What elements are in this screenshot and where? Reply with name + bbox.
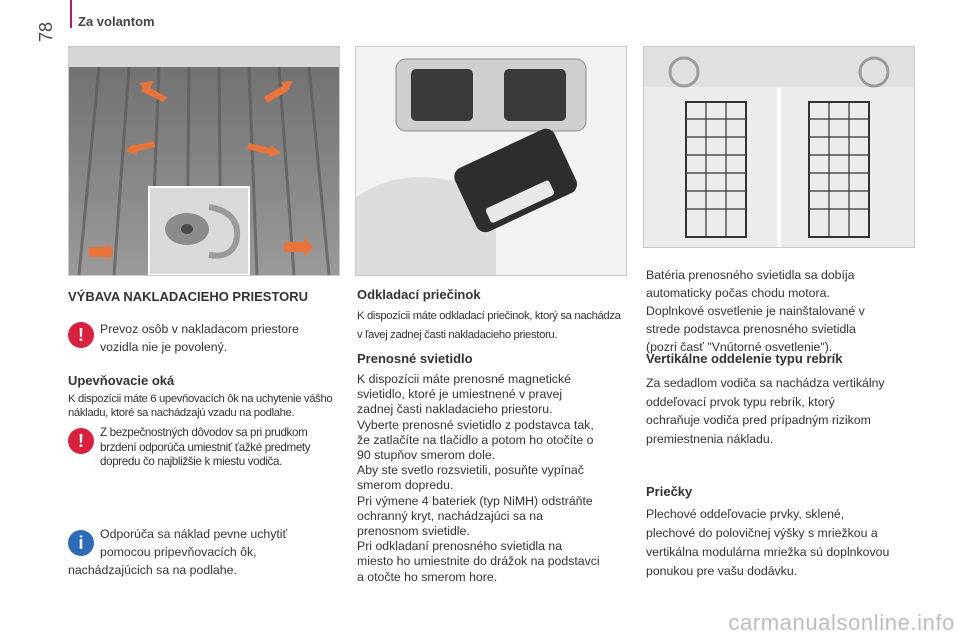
storage-compartment-image xyxy=(355,46,627,276)
storage-heading: Odkladací priečinok xyxy=(357,287,481,302)
lamp-line: K dispozícii máte prenosné magnetické xyxy=(357,372,571,386)
watermark: carmanualsonline.info xyxy=(728,610,955,635)
lamp-line: že zatlačíte na tlačidlo a potom ho otočíte o xyxy=(357,432,594,447)
page-number: 78 xyxy=(36,21,56,42)
warning-heavy-items-text: Z bezpečnostných dôvodov sa pri prudkom brzdení odporúča umiestniť ťažké predmety dopredu čo najbližšie k miestu vodiča. xyxy=(100,426,311,468)
ladder-partition-image xyxy=(643,46,915,248)
partitions-line: plechové do polovičnej výšky s mriežkou a xyxy=(646,526,878,540)
ladder-partition-illustration xyxy=(644,47,914,247)
storage-lamp-illustration xyxy=(356,47,626,275)
warning-passengers-text: Prevoz osôb v nakladacom priestore vozidla nie je povolený. xyxy=(100,322,299,354)
ladder-partition-heading: Vertikálne oddelenie typu rebrík xyxy=(646,351,843,366)
anchor-points-text: K dispozícii máte 6 upevňovacích ôk na uchytenie vášho nákladu, ktoré sa nachádzajú vzadu na podlahe. xyxy=(68,393,333,419)
partitions-line: Plechové oddeľovacie prvky, sklené, xyxy=(646,507,845,521)
header-accent-bar xyxy=(70,0,72,28)
lamp-line: prenosnom svietidle. xyxy=(357,524,470,539)
lamp-line: zadnej časti nakladacieho priestoru. xyxy=(357,402,553,417)
ladder-line: oddeľovací prvok typu rebrík, ktorý xyxy=(646,394,835,409)
warning-icon: ! xyxy=(68,428,94,454)
lamp-line: 90 stupňov smerom dole. xyxy=(357,448,496,463)
cargo-floor-illustration xyxy=(69,47,339,275)
portable-lamp-text xyxy=(357,372,632,585)
info-text-line-3: nachádzajúcich sa na podlahe. xyxy=(68,563,237,577)
ladder-partition-text xyxy=(646,374,916,448)
ladder-line: Za sedadlom vodiča sa nachádza vertikálny xyxy=(646,376,885,390)
lamp-line: Aby ste svetlo rozsvietili, posuňte vypínač xyxy=(357,463,584,478)
anchor-points-heading: Upevňovacie oká xyxy=(68,373,175,388)
cargo-floor-image xyxy=(68,46,340,276)
warning-icon: ! xyxy=(68,322,94,348)
battery-line: Doplnkové osvetlenie je nainštalované v xyxy=(646,304,865,318)
portable-lamp-heading: Prenosné svietidlo xyxy=(357,351,473,366)
chapter-title: Za volantom xyxy=(78,14,155,29)
info-text-line-1: Odporúča sa náklad pevne uchytiť xyxy=(100,527,288,541)
lamp-line: Pri výmene 4 bateriek (typ NiMH) odstráňte xyxy=(357,493,593,508)
partitions-heading: Priečky xyxy=(646,484,693,499)
partitions-text xyxy=(646,505,916,581)
battery-line: strede podstavca prenosného svietidla xyxy=(646,322,856,336)
section-title: VÝBAVA NAKLADACIEHO PRIESTORU xyxy=(68,289,309,304)
ladder-line: premiestnenia nákladu. xyxy=(646,431,774,446)
lamp-line: smerom dopredu. xyxy=(357,478,454,493)
lamp-line: svietidlo, ktoré je umiestnené v pravej xyxy=(357,387,563,402)
partitions-line: ponukou pre vašu dodávku. xyxy=(646,564,798,578)
battery-text xyxy=(646,266,916,356)
lamp-line: miesto ho umiestnite do drážok na podstavci xyxy=(357,554,600,569)
lamp-line: Vyberte prenosné svietidlo z podstavca tak, xyxy=(357,417,594,432)
ladder-line: ochraňuje vodiča pred prípadným rizikom xyxy=(646,413,871,427)
lamp-line: a otočte ho smerom hore. xyxy=(357,569,498,584)
info-text-line-2: pomocou pripevňovacích ôk, xyxy=(100,545,257,559)
partitions-line: vertikálna modulárna mriežka sú doplnkovou xyxy=(646,545,890,559)
storage-text: K dispozícii máte odkladací priečinok, ktorý sa nachádza v ľavej zadnej časti nakladacieho priestoru. xyxy=(357,310,621,341)
battery-line: Batéria prenosného svietidla sa dobíja xyxy=(646,268,855,282)
lamp-line: Pri odkladaní prenosného svietidla na xyxy=(357,539,563,554)
info-icon: i xyxy=(68,530,94,556)
battery-line: (pozri časť "Vnútorné osvetlenie"). xyxy=(646,340,833,354)
lamp-line: ochranný kryt, nachádzajúci sa na xyxy=(357,508,543,523)
battery-line: automaticky počas chodu motora. xyxy=(646,286,830,300)
